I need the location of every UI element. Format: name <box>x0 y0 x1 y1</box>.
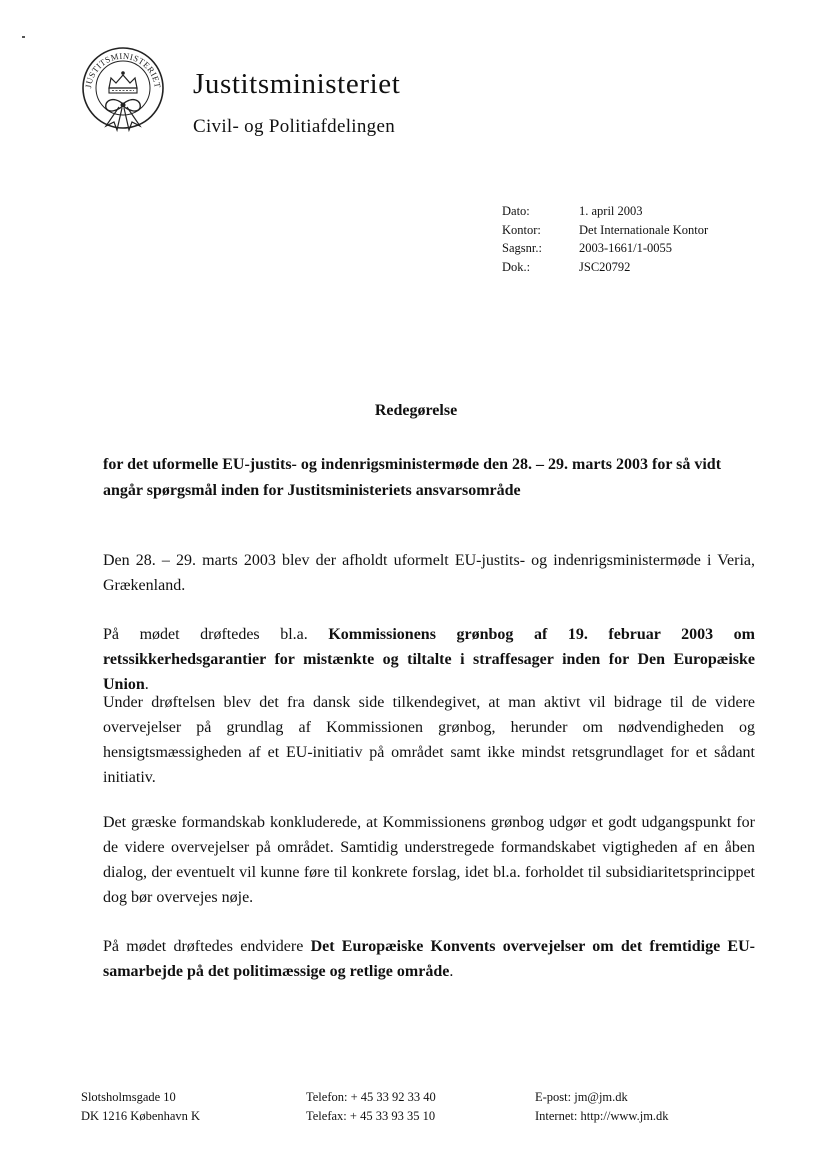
document-title: Redegørelse <box>374 402 458 419</box>
document-subject: for det uformelle EU-justits- og indenrigsministermøde den 28. – 29. marts 2003 for så vidt angår spørgsmål inden for Justitsministeriets ansvarsområde <box>103 456 722 499</box>
paragraph-4: Det græske formandskab konkluderede, at Kommissionens grønbog udgør et godt udgangspunkt for de videre overvejelser på området. Samtidig understregede formandskabet vigtigheden af en åben dialog, der eventuelt vil kunne føre til konkrete forslag, idet bl.a. forholdet til subsidiaritetsprincippet dog bør overvejes nøje. <box>103 814 755 906</box>
organization-name: Justitsministeriet <box>193 68 401 100</box>
meta-row-document <box>502 258 708 277</box>
footer-phone-block <box>306 1088 436 1126</box>
meta-value: 2003-1661/1-0055 <box>579 241 673 255</box>
paragraph-2 <box>103 622 755 697</box>
svg-text:JUSTITSMINISTERIET: JUSTITSMINISTERIET <box>83 50 163 89</box>
meta-value: Det Internationale Kontor <box>579 222 709 237</box>
meta-label: Dok.: <box>502 259 531 274</box>
paragraph-3: Under drøftelsen blev det fra dansk side tilkendegivet, at man aktivt vil bidrage til de videre overvejelser på grundlag af Kommissionen grønbog, herunder om nødvendigheden og hensigtsmæssigheden af et EU-initiativ på området samt ikke mindst retsgrundlaget for et sådant initiativ. <box>103 694 755 786</box>
paragraph-2-suffix: . <box>144 676 149 693</box>
meta-row-date <box>502 202 708 221</box>
meta-value: JSC20792 <box>579 259 631 274</box>
meta-label: Sagsnr.: <box>502 241 542 255</box>
footer-fax: Telefax: + 45 33 93 35 10 <box>306 1109 436 1123</box>
paragraph-5-emphasis: Det Europæiske Konvents overvejelser om det fremtidige EU-samarbejde på det politimæssige og retlige område <box>103 938 755 980</box>
footer-internet: Internet: http://www.jm.dk <box>535 1109 669 1123</box>
paragraph-5-suffix: . <box>449 963 454 980</box>
paragraph-1: Den 28. – 29. marts 2003 blev der afholdt uformelt EU-justits- og indenrigsministermøde i Veria, Grækenland. <box>103 552 755 594</box>
paragraph-2-emphasis: Kommissionens grønbog af 19. februar 2003 om retssikkerhedsgarantier for mistænkte og tiltalte i straffesager inden for Den Europæiske Union <box>103 626 756 693</box>
footer-contact-block <box>535 1088 669 1126</box>
paragraph-5-prefix: På mødet drøftedes endvidere <box>103 938 311 955</box>
meta-value: 1. april 2003 <box>579 204 643 218</box>
paragraph-2-prefix: På mødet drøftedes bl.a. <box>103 626 329 643</box>
footer-address <box>81 1088 200 1126</box>
meta-label: Dato: <box>502 204 530 218</box>
organization-department: Civil- og Politiafdelingen <box>193 116 396 137</box>
meta-row-case-number <box>502 239 708 258</box>
ministry-seal-icon <box>76 44 170 138</box>
scan-speck <box>22 36 25 38</box>
meta-label: Kontor: <box>502 222 541 237</box>
footer-phone: Telefon: + 45 33 92 33 40 <box>306 1090 436 1104</box>
paragraph-5 <box>103 934 755 984</box>
meta-row-office <box>502 221 708 240</box>
footer-email: E-post: jm@jm.dk <box>535 1090 628 1104</box>
document-meta <box>502 202 708 276</box>
footer-address-line1: Slotsholmsgade 10 <box>81 1090 176 1104</box>
footer-address-line2: DK 1216 København K <box>81 1109 201 1123</box>
